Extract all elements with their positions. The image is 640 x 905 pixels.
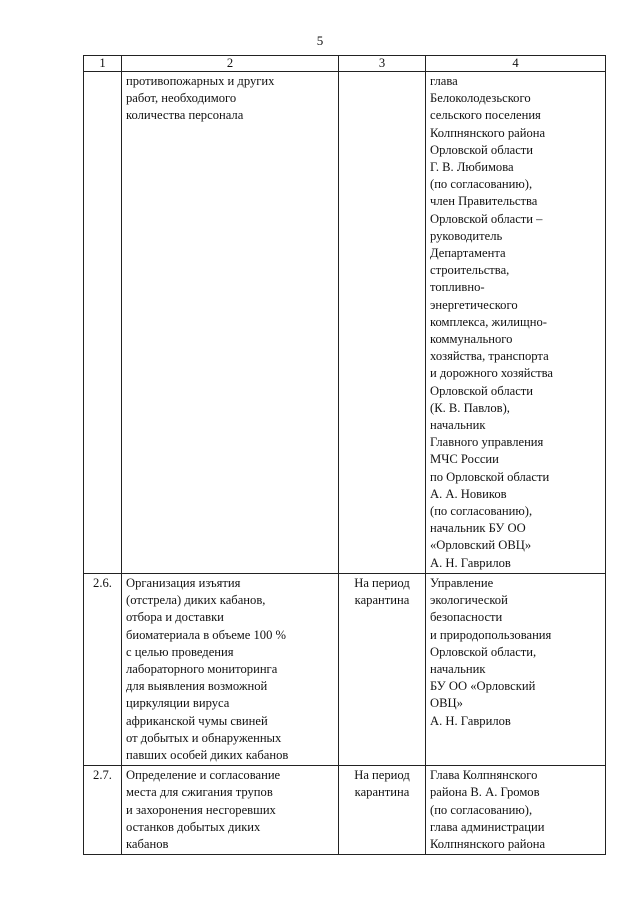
responsible-cell-line: Колпнянского района xyxy=(430,125,546,140)
header-col-2: 2 xyxy=(122,56,339,72)
responsible-cell-line: ОВЦ» xyxy=(430,696,463,711)
action-cell-line: павших особей диких кабанов xyxy=(126,747,289,762)
responsible-cell-line: Глава Колпнянского xyxy=(430,768,538,783)
responsible-cell-line: руководитель xyxy=(430,228,503,243)
action-cell xyxy=(122,72,339,574)
responsible-cell-line: глава администрации xyxy=(430,819,545,834)
responsible-cell-line: «Орловский ОВЦ» xyxy=(430,538,532,553)
responsible-cell-line: Орловской области, xyxy=(430,644,537,659)
responsible-cell-line: энергетического xyxy=(430,297,518,312)
action-cell-line: кабанов xyxy=(126,836,169,851)
responsible-cell-line: начальник БУ ОО xyxy=(430,521,526,536)
responsible-cell-line: член Правительства xyxy=(430,194,538,209)
responsible-cell-line: МЧС России xyxy=(430,452,499,467)
header-col-4: 4 xyxy=(426,56,606,72)
table-header-row xyxy=(84,56,606,72)
action-cell-line: с целью проведения xyxy=(126,644,234,659)
responsible-cell-line: А. А. Новиков xyxy=(430,486,507,501)
period-cell-line: На период xyxy=(354,575,410,590)
action-cell-line: останков добытых диких xyxy=(126,819,261,834)
action-cell-line: африканской чумы свиней xyxy=(126,713,268,728)
period-cell-line: карантина xyxy=(354,785,410,800)
responsible-cell-line: Управление xyxy=(430,575,494,590)
action-cell-line: и захоронения несгоревших xyxy=(126,802,276,817)
responsible-cell-line: Колпнянского района xyxy=(430,836,546,851)
responsible-cell-line: А. Н. Гаврилов xyxy=(430,555,511,570)
responsible-cell-line: Белоколодезьского xyxy=(430,91,531,106)
responsible-cell xyxy=(426,766,606,855)
responsible-cell-line: А. Н. Гаврилов xyxy=(430,713,511,728)
page-number: 5 xyxy=(316,33,324,48)
action-cell-line: для выявления возможной xyxy=(126,679,268,694)
responsible-cell-line: (К. В. Павлов), xyxy=(430,400,510,415)
responsible-cell-line: начальник xyxy=(430,418,486,433)
action-cell-line: работ, необходимого xyxy=(126,91,237,106)
responsible-cell-line: и природопользования xyxy=(430,627,552,642)
period-cell xyxy=(339,72,426,574)
action-cell-line: отбора и доставки xyxy=(126,610,224,625)
action-cell-line: циркуляции вируса xyxy=(126,696,230,711)
responsible-cell-line: (по согласованию), xyxy=(430,802,533,817)
action-cell-line: биоматериала в объеме 100 % xyxy=(126,627,287,642)
period-cell-line: карантина xyxy=(354,593,410,608)
action-cell-line: противопожарных и других xyxy=(126,74,275,88)
responsible-cell-line: Г. В. Любимова xyxy=(430,160,514,175)
period-cell-line: На период xyxy=(354,768,410,783)
action-cell xyxy=(122,766,339,855)
responsible-cell-line: Орловской области – xyxy=(430,211,543,226)
action-cell-line: количества персонала xyxy=(126,108,244,123)
item-number xyxy=(84,72,122,574)
header-col-1: 1 xyxy=(84,56,122,72)
responsible-cell-line: Главного управления xyxy=(430,435,544,450)
responsible-cell xyxy=(426,72,606,574)
table-row xyxy=(84,573,606,765)
responsible-cell-line: по Орловской области xyxy=(430,469,550,484)
action-cell-line: лабораторного мониторинга xyxy=(126,661,278,676)
responsible-cell xyxy=(426,573,606,765)
responsible-cell-line: безопасности xyxy=(430,610,503,625)
responsible-cell-line: сельского поселения xyxy=(430,108,541,123)
action-cell-line: Организация изъятия xyxy=(126,575,241,590)
item-number: 2.6. xyxy=(84,573,122,765)
responsible-cell-line: коммунального xyxy=(430,332,513,347)
responsible-cell-line: БУ ОО «Орловский xyxy=(430,679,536,694)
responsible-cell-line: глава xyxy=(430,74,458,88)
action-cell xyxy=(122,573,339,765)
responsible-cell-line: района В. А. Громов xyxy=(430,785,540,800)
responsible-cell-line: начальник xyxy=(430,661,486,676)
responsible-cell-line: строительства, xyxy=(430,263,510,278)
period-cell xyxy=(339,573,426,765)
responsible-cell-line: хозяйства, транспорта xyxy=(430,349,549,364)
action-cell-line: места для сжигания трупов xyxy=(126,785,273,800)
period-cell xyxy=(339,766,426,855)
table-row xyxy=(84,72,606,574)
action-cell-line: (отстрела) диких кабанов, xyxy=(126,593,266,608)
table-row xyxy=(84,766,606,855)
responsible-cell-line: (по согласованию), xyxy=(430,177,533,192)
responsible-cell-line: Орловской области xyxy=(430,383,534,398)
responsible-cell-line: и дорожного хозяйства xyxy=(430,366,553,381)
responsible-cell-line: Департамента xyxy=(430,246,506,261)
item-number: 2.7. xyxy=(84,766,122,855)
header-col-3: 3 xyxy=(339,56,426,72)
responsible-cell-line: экологической xyxy=(430,593,508,608)
responsible-cell-line: комплекса, жилищно- xyxy=(430,314,547,329)
responsible-cell-line: (по согласованию), xyxy=(430,504,533,519)
action-cell-line: от добытых и обнаруженных xyxy=(126,730,282,745)
responsible-cell-line: Орловской области xyxy=(430,142,534,157)
measures-table xyxy=(83,55,606,855)
action-cell-line: Определение и согласование xyxy=(126,768,281,783)
responsible-cell-line: топливно- xyxy=(430,280,485,295)
